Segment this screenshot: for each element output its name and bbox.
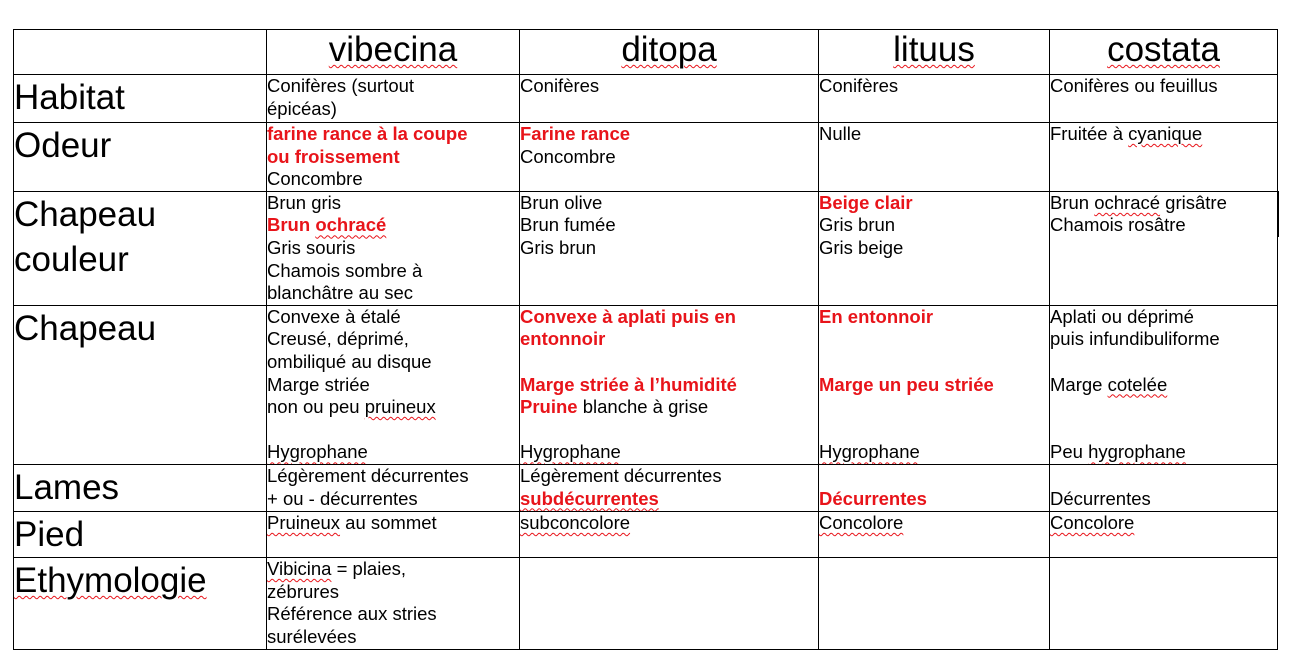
cell-line	[1050, 351, 1277, 374]
cell-text: Décurrentes	[1050, 487, 1151, 509]
cell-line	[819, 465, 1049, 488]
cell-line	[1050, 214, 1277, 237]
row-header-line: Odeur	[14, 126, 112, 165]
row-header-line: Chapeau	[14, 308, 157, 348]
cell-text: Chamois sombre à	[267, 259, 423, 281]
row-header-lames	[14, 464, 267, 511]
row-header-ethymologie	[14, 557, 267, 649]
cell-line	[267, 282, 519, 305]
cell-line	[819, 419, 1049, 442]
cell-text: non ou peu	[267, 396, 365, 418]
cell-line	[520, 192, 818, 215]
cell-text: Décurrentes	[819, 487, 927, 509]
cell-text: Brun gris	[267, 191, 342, 213]
cell-text: Chamois rosâtre	[1050, 214, 1186, 236]
cell-text: Référence aux stries	[267, 603, 437, 625]
cell-text: Conifères	[819, 75, 899, 96]
cell-text: ou froissement	[267, 145, 400, 167]
cell-text: En entonnoir	[819, 305, 934, 327]
row-chapeau	[14, 305, 1278, 464]
corner-cell	[14, 30, 267, 75]
cell-line	[267, 351, 519, 374]
cell-chapeau-ditopa	[520, 305, 819, 464]
cell-line	[819, 75, 1049, 98]
col-header-ditopa: ditopa	[520, 30, 819, 75]
cell-odeur-costata	[1050, 123, 1278, 192]
cell-line	[520, 214, 818, 237]
cell-chapeau-costata	[1050, 305, 1278, 464]
cell-line	[520, 123, 818, 146]
cell-pied-costata	[1050, 511, 1278, 557]
table-edge-mark	[1277, 191, 1279, 237]
cell-line	[267, 512, 519, 535]
cell-odeur-vibecina	[267, 123, 520, 192]
header-row	[14, 30, 1278, 75]
cell-odeur-lituus	[819, 123, 1050, 192]
cell-text: Aplati ou déprimé	[1050, 305, 1194, 327]
cell-text: Pruine	[520, 396, 578, 418]
cell-text: Conifères ou feuillus	[1050, 75, 1218, 96]
cell-text: entonnoir	[520, 328, 606, 350]
cell-line	[267, 626, 519, 649]
cell-line	[520, 75, 818, 98]
cell-text: ochracé	[1094, 191, 1161, 213]
cell-line	[267, 419, 519, 442]
cell-ethymologie-lituus	[819, 557, 1050, 649]
cell-line	[267, 603, 519, 626]
cell-line	[819, 123, 1049, 146]
cell-line	[520, 328, 818, 351]
cell-line	[1050, 328, 1277, 351]
cell-odeur-ditopa	[520, 123, 819, 192]
cell-text: Concolore	[1050, 511, 1135, 533]
cell-habitat-lituus	[819, 75, 1050, 123]
cell-line	[520, 306, 818, 329]
cell-text: Gris souris	[267, 236, 356, 258]
cell-text: Fruitée à	[1050, 123, 1129, 144]
cell-line	[1050, 374, 1277, 397]
cell-line	[267, 237, 519, 260]
cell-line	[267, 558, 519, 581]
cell-line	[819, 237, 1049, 260]
cell-text: hygrophane	[1088, 441, 1186, 463]
cell-line	[267, 441, 519, 464]
cell-lames-lituus	[819, 464, 1050, 511]
cell-text: Conifères	[520, 75, 600, 96]
cell-line	[267, 98, 519, 121]
cell-text: pruineux	[364, 396, 436, 418]
cell-line	[1050, 441, 1277, 464]
cell-line	[520, 441, 818, 464]
cell-text: Légèrement décurrentes	[267, 464, 469, 486]
cell-line	[819, 374, 1049, 397]
cell-line	[819, 396, 1049, 419]
cell-line	[267, 374, 519, 397]
cell-text: + ou - décurrentes	[267, 487, 418, 509]
cell-text: Convexe à étalé	[267, 305, 401, 327]
cell-text: puis infundibuliforme	[1050, 328, 1220, 350]
cell-line	[1050, 192, 1277, 215]
cell-chapeau-couleur-vibecina	[267, 191, 520, 305]
cell-text: Brun fumée	[520, 214, 616, 236]
cell-text: Beige clair	[819, 191, 913, 213]
cell-line	[520, 374, 818, 397]
row-header-line: Ethymologie	[14, 560, 207, 600]
row-ethymologie	[14, 557, 1278, 649]
cell-line	[819, 192, 1049, 215]
cell-line	[1050, 512, 1277, 535]
cell-text: = plaies,	[331, 557, 407, 579]
row-header-line: Chapeau	[14, 194, 157, 234]
cell-pied-ditopa	[520, 511, 819, 557]
cell-chapeau-vibecina	[267, 305, 520, 464]
row-lames	[14, 464, 1278, 511]
col-header-costata: costata	[1050, 30, 1278, 75]
cell-text: épicéas)	[267, 97, 337, 119]
cell-line	[267, 192, 519, 215]
cell-line	[819, 351, 1049, 374]
cell-line	[1050, 75, 1277, 98]
cell-text: Brun	[1050, 191, 1095, 213]
cell-habitat-vibecina	[267, 75, 520, 123]
cell-line	[520, 419, 818, 442]
cell-text: Gris beige	[819, 236, 904, 258]
cell-line	[267, 214, 519, 237]
row-header-odeur	[14, 123, 267, 192]
cell-text: blanchâtre au sec	[267, 282, 414, 304]
cell-text: cotelée	[1107, 373, 1168, 395]
row-habitat	[14, 75, 1278, 123]
cell-ethymologie-vibecina	[267, 557, 520, 649]
cell-line	[267, 328, 519, 351]
cell-line	[819, 214, 1049, 237]
cell-text: Concombre	[520, 145, 616, 167]
row-header-line: Pied	[14, 514, 85, 554]
cell-text: Pruineux	[267, 511, 341, 533]
cell-line	[819, 328, 1049, 351]
cell-lames-ditopa	[520, 464, 819, 511]
row-header-pied	[14, 511, 267, 557]
cell-pied-vibecina	[267, 511, 520, 557]
row-pied	[14, 511, 1278, 557]
cell-text: Marge un peu striée	[819, 373, 994, 395]
cell-text: grisâtre	[1160, 191, 1227, 213]
cell-text: Nulle	[819, 123, 862, 144]
cell-text: Hygrophane	[520, 441, 621, 463]
cell-line	[267, 581, 519, 604]
cell-text: ombiliqué au disque	[267, 350, 432, 372]
row-header-line: Lames	[14, 467, 120, 507]
cell-line	[819, 512, 1049, 535]
cell-text: Convexe à aplati puis en	[520, 305, 736, 327]
cell-text: Concolore	[819, 511, 904, 533]
cell-chapeau-couleur-lituus	[819, 191, 1050, 305]
row-header-line: couleur	[14, 239, 129, 279]
cell-ethymologie-ditopa	[520, 557, 819, 649]
cell-text: surélevées	[267, 625, 357, 647]
cell-line	[520, 396, 818, 419]
cell-line	[267, 488, 519, 511]
cell-text: au sommet	[340, 511, 437, 533]
cell-text: Marge striée à l’humidité	[520, 373, 737, 395]
cell-line	[1050, 306, 1277, 329]
cell-text: ochracé	[315, 214, 387, 236]
cell-text: Hygrophane	[267, 441, 368, 463]
cell-line	[819, 488, 1049, 511]
cell-line	[1050, 123, 1277, 146]
cell-line	[267, 306, 519, 329]
cell-line	[267, 260, 519, 283]
cell-text: Farine rance	[520, 123, 631, 144]
row-header-chapeau-couleur	[14, 191, 267, 305]
cell-habitat-costata	[1050, 75, 1278, 123]
cell-chapeau-couleur-costata	[1050, 191, 1278, 305]
comparison-table	[13, 29, 1278, 650]
cell-text: Marge	[1050, 373, 1108, 395]
col-header-vibecina: vibecina	[267, 30, 520, 75]
row-header-chapeau	[14, 305, 267, 464]
cell-text: Peu	[1050, 441, 1089, 463]
row-header-habitat	[14, 75, 267, 123]
row-chapeau-couleur	[14, 191, 1278, 305]
cell-chapeau-lituus	[819, 305, 1050, 464]
row-header-line: Habitat	[14, 78, 125, 117]
cell-text: cyanique	[1128, 123, 1203, 144]
cell-line	[1050, 396, 1277, 419]
cell-line	[1050, 488, 1277, 511]
cell-habitat-ditopa	[520, 75, 819, 123]
cell-text: Gris brun	[520, 236, 597, 258]
col-header-lituus: lituus	[819, 30, 1050, 75]
cell-pied-lituus	[819, 511, 1050, 557]
cell-text: subconcolore	[520, 511, 631, 533]
cell-line	[267, 146, 519, 169]
cell-ethymologie-costata	[1050, 557, 1278, 649]
cell-text: Brun	[267, 214, 316, 236]
cell-line	[520, 465, 818, 488]
cell-text: Hygrophane	[819, 441, 920, 463]
cell-line	[267, 75, 519, 98]
cell-chapeau-couleur-ditopa	[520, 191, 819, 305]
cell-lames-costata	[1050, 464, 1278, 511]
cell-line	[1050, 419, 1277, 442]
cell-line	[520, 488, 818, 511]
cell-text: blanche à grise	[577, 396, 709, 418]
cell-text: Conifères (surtout	[267, 75, 415, 96]
cell-line	[819, 306, 1049, 329]
cell-text: subdécurrentes	[520, 487, 659, 509]
cell-line	[1050, 465, 1277, 488]
cell-line	[267, 123, 519, 146]
cell-line	[520, 146, 818, 169]
cell-line	[520, 237, 818, 260]
cell-text: Vibicina	[267, 557, 332, 579]
cell-text: zébrures	[267, 580, 339, 602]
row-odeur	[14, 123, 1278, 192]
cell-text: Brun olive	[520, 191, 603, 213]
cell-lames-vibecina	[267, 464, 520, 511]
cell-text: Légèrement décurrentes	[520, 464, 722, 486]
cell-line	[520, 512, 818, 535]
cell-line	[819, 441, 1049, 464]
cell-text: Creusé, déprimé,	[267, 328, 409, 350]
cell-line	[520, 351, 818, 374]
cell-text: Concombre	[267, 168, 363, 190]
cell-text: Marge striée	[267, 373, 370, 395]
cell-text: farine rance à la coupe	[267, 123, 468, 144]
cell-line	[267, 168, 519, 191]
cell-line	[267, 396, 519, 419]
cell-text: Gris brun	[819, 214, 896, 236]
cell-line	[267, 465, 519, 488]
